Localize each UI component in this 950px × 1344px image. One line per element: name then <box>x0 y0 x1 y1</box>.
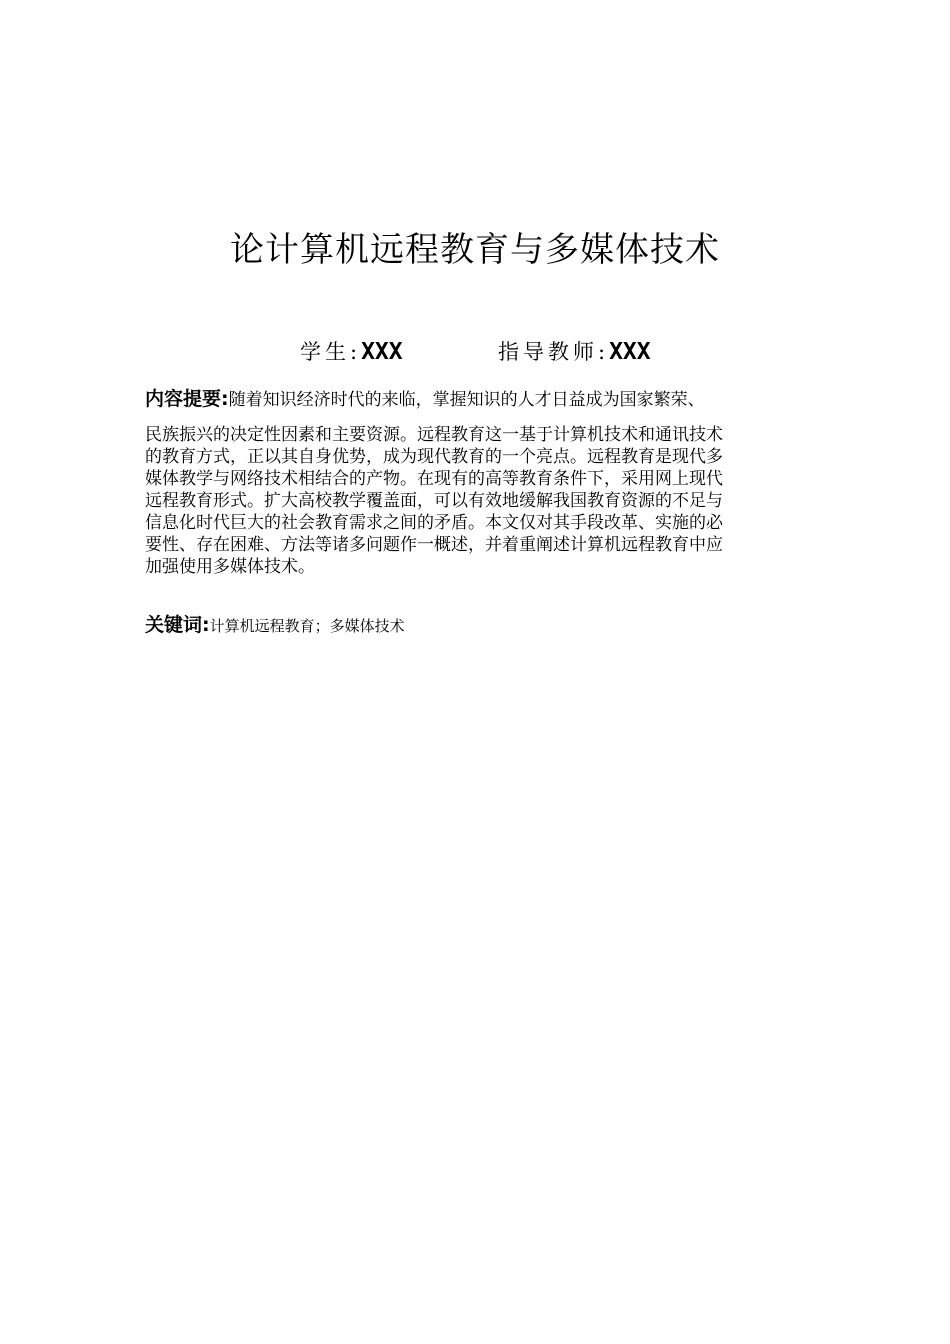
advisor-info <box>498 334 651 370</box>
student-name: XXX <box>361 339 403 365</box>
abstract-first-line <box>145 384 809 414</box>
abstract-label: 内容提要: <box>145 388 229 410</box>
abstract-line: 媒体教学与网络技术相结合的产物。在现有的高等教育条件下，采用网上现代 <box>145 469 723 489</box>
abstract-line: 远程教育形式。扩大高校教学覆盖面，可以有效地缓解我国教育资源的不足与 <box>145 491 723 511</box>
keywords-section <box>145 612 809 639</box>
abstract-line: 随着知识经济时代的来临，掌握知识的人才日益成为国家繁荣、 <box>228 390 705 410</box>
abstract-line: 的教育方式，正以其自身优势，成为现代教育的一个亮点。远程教育是现代多 <box>145 447 723 467</box>
abstract-section <box>145 384 809 578</box>
keywords-label: 关键词: <box>145 614 210 636</box>
advisor-label: 指导教师: <box>498 340 610 364</box>
student-info <box>300 334 403 370</box>
document-title: 论计算机远程教育与多媒体技术 <box>230 230 720 270</box>
advisor-name: XXX <box>609 339 651 365</box>
keywords-text: 计算机远程教育；多媒体技术 <box>209 617 405 635</box>
abstract-line: 信息化时代巨大的社会教育需求之间的矛盾。本文仅对其手段改革、实施的必 <box>145 513 723 533</box>
abstract-line: 民族振兴的决定性因素和主要资源。远程教育这一基于计算机技术和通讯技术 <box>145 425 723 445</box>
abstract-line: 要性、存在困难、方法等诸多问题作一概述，并着重阐述计算机远程教育中应 <box>145 535 723 555</box>
student-label: 学生: <box>300 340 362 364</box>
author-line <box>0 334 950 370</box>
abstract-line: 加强使用多媒体技术。 <box>145 557 315 577</box>
